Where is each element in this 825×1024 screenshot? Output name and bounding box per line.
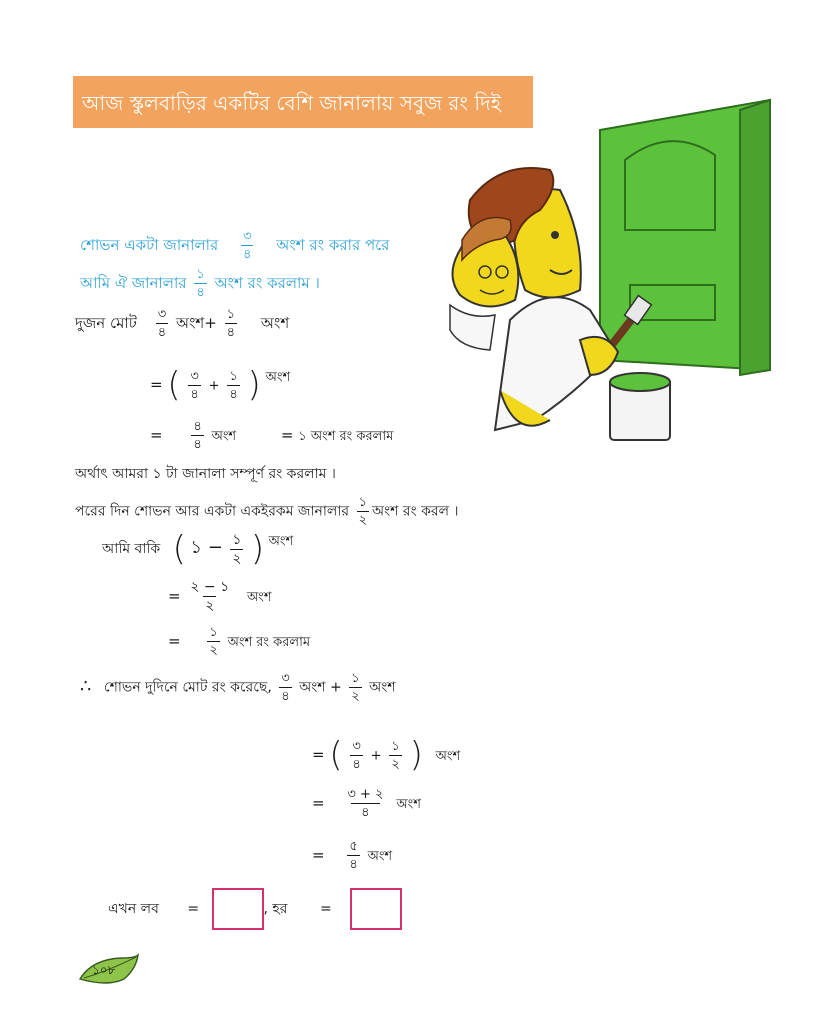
fraction-3-4: $\frac{৩}{৪}$ [243, 229, 252, 262]
fraction-3-4: $\frac{৩}{৪}$ [352, 738, 361, 772]
denominator-answer-box[interactable] [350, 888, 402, 930]
fraction-1-2: $\frac{১}{২}$ [351, 671, 360, 704]
equation-line-8: আমি বাকি ( ১ − $\frac{১}{২}$ ) অংশ [102, 529, 294, 569]
equation-line-13: = $\frac{৩ + ২}{৪}$ অংশ [312, 787, 421, 820]
fraction-3-4: $\frac{৩}{৪}$ [157, 307, 167, 340]
text-line-11: ∴ শোভন দুদিনে মোট রং করেছে, $\frac{৩}{৪}$ অংশ + $\frac{১}{২}$ অংশ [80, 671, 396, 704]
fraction-1-2: $\frac{১}{২}$ [232, 531, 242, 567]
equation-line-4: = ( $\frac{৩}{৪}$ + $\frac{১}{৪}$ ) অংশ [150, 365, 291, 405]
fraction-1-4: $\frac{১}{৪}$ [196, 267, 205, 300]
fraction-1-2: $\frac{১}{২}$ [391, 738, 400, 772]
equation-line-14: = $\frac{৫}{৪}$ অংশ [312, 839, 393, 872]
text-line-6: অর্থাৎ আমরা ১ টা জানালা সম্পূর্ণ রং করলাম । [75, 466, 336, 482]
numerator-answer-box[interactable] [212, 888, 264, 930]
equation-line-12: = ( $\frac{৩}{৪}$ + $\frac{১}{২}$ ) অংশ [312, 735, 461, 775]
text-line-1: শোভন একটা জানালার $\frac{৩}{৪}$ অংশ রং করার পরে [80, 229, 390, 262]
fraction-3-4: $\frac{৩}{৪}$ [281, 671, 290, 704]
fraction-1-2: $\frac{১}{২}$ [209, 625, 218, 658]
text-line-2: আমি ঐ জানালার $\frac{১}{৪}$ অংশ রং করলাম । [80, 267, 320, 300]
fraction-1-2: $\frac{১}{২}$ [358, 495, 368, 528]
text-line-3: দুজন মোট $\frac{৩}{৪}$ অংশ+ $\frac{১}{৪}$ অংশ [75, 307, 290, 340]
page-number: ১০৮ [92, 963, 116, 977]
equation-line-10: = $\frac{১}{২}$ অংশ রং করলাম [168, 625, 311, 658]
painting-illustration [440, 90, 780, 450]
fraction-3-4: $\frac{৩}{৪}$ [190, 368, 199, 402]
fraction-1-4: $\frac{১}{৪}$ [226, 307, 236, 340]
fraction-3-plus-2-over-4: $\frac{৩ + ২}{৪}$ [347, 787, 384, 820]
equation-line-9: = $\frac{২ - ১}{২}$ অংশ [168, 579, 272, 614]
fraction-2-minus-1-over-2: $\frac{২ - ১}{২}$ [190, 579, 230, 614]
therefore-symbol: ∴ [80, 675, 92, 697]
equation-line-5: = $\frac{৪}{৪}$ অংশ = ১ অংশ রং করলাম [150, 419, 394, 452]
fraction-5-4: $\frac{৫}{৪}$ [349, 839, 358, 872]
fraction-4-4: $\frac{৪}{৪}$ [193, 419, 202, 452]
answer-line: এখন লব = , হর = [108, 888, 402, 930]
text-line-7: পরের দিন শোভন আর একটা একইরকম জানালার $\frac{১}{২}$ অংশ রং করল । [75, 495, 459, 528]
fraction-1-4: $\frac{১}{৪}$ [229, 368, 238, 402]
page-title: আজ স্কুলবাড়ির একটির বেশি জানালায় সবুজ রং দিই [82, 91, 501, 115]
